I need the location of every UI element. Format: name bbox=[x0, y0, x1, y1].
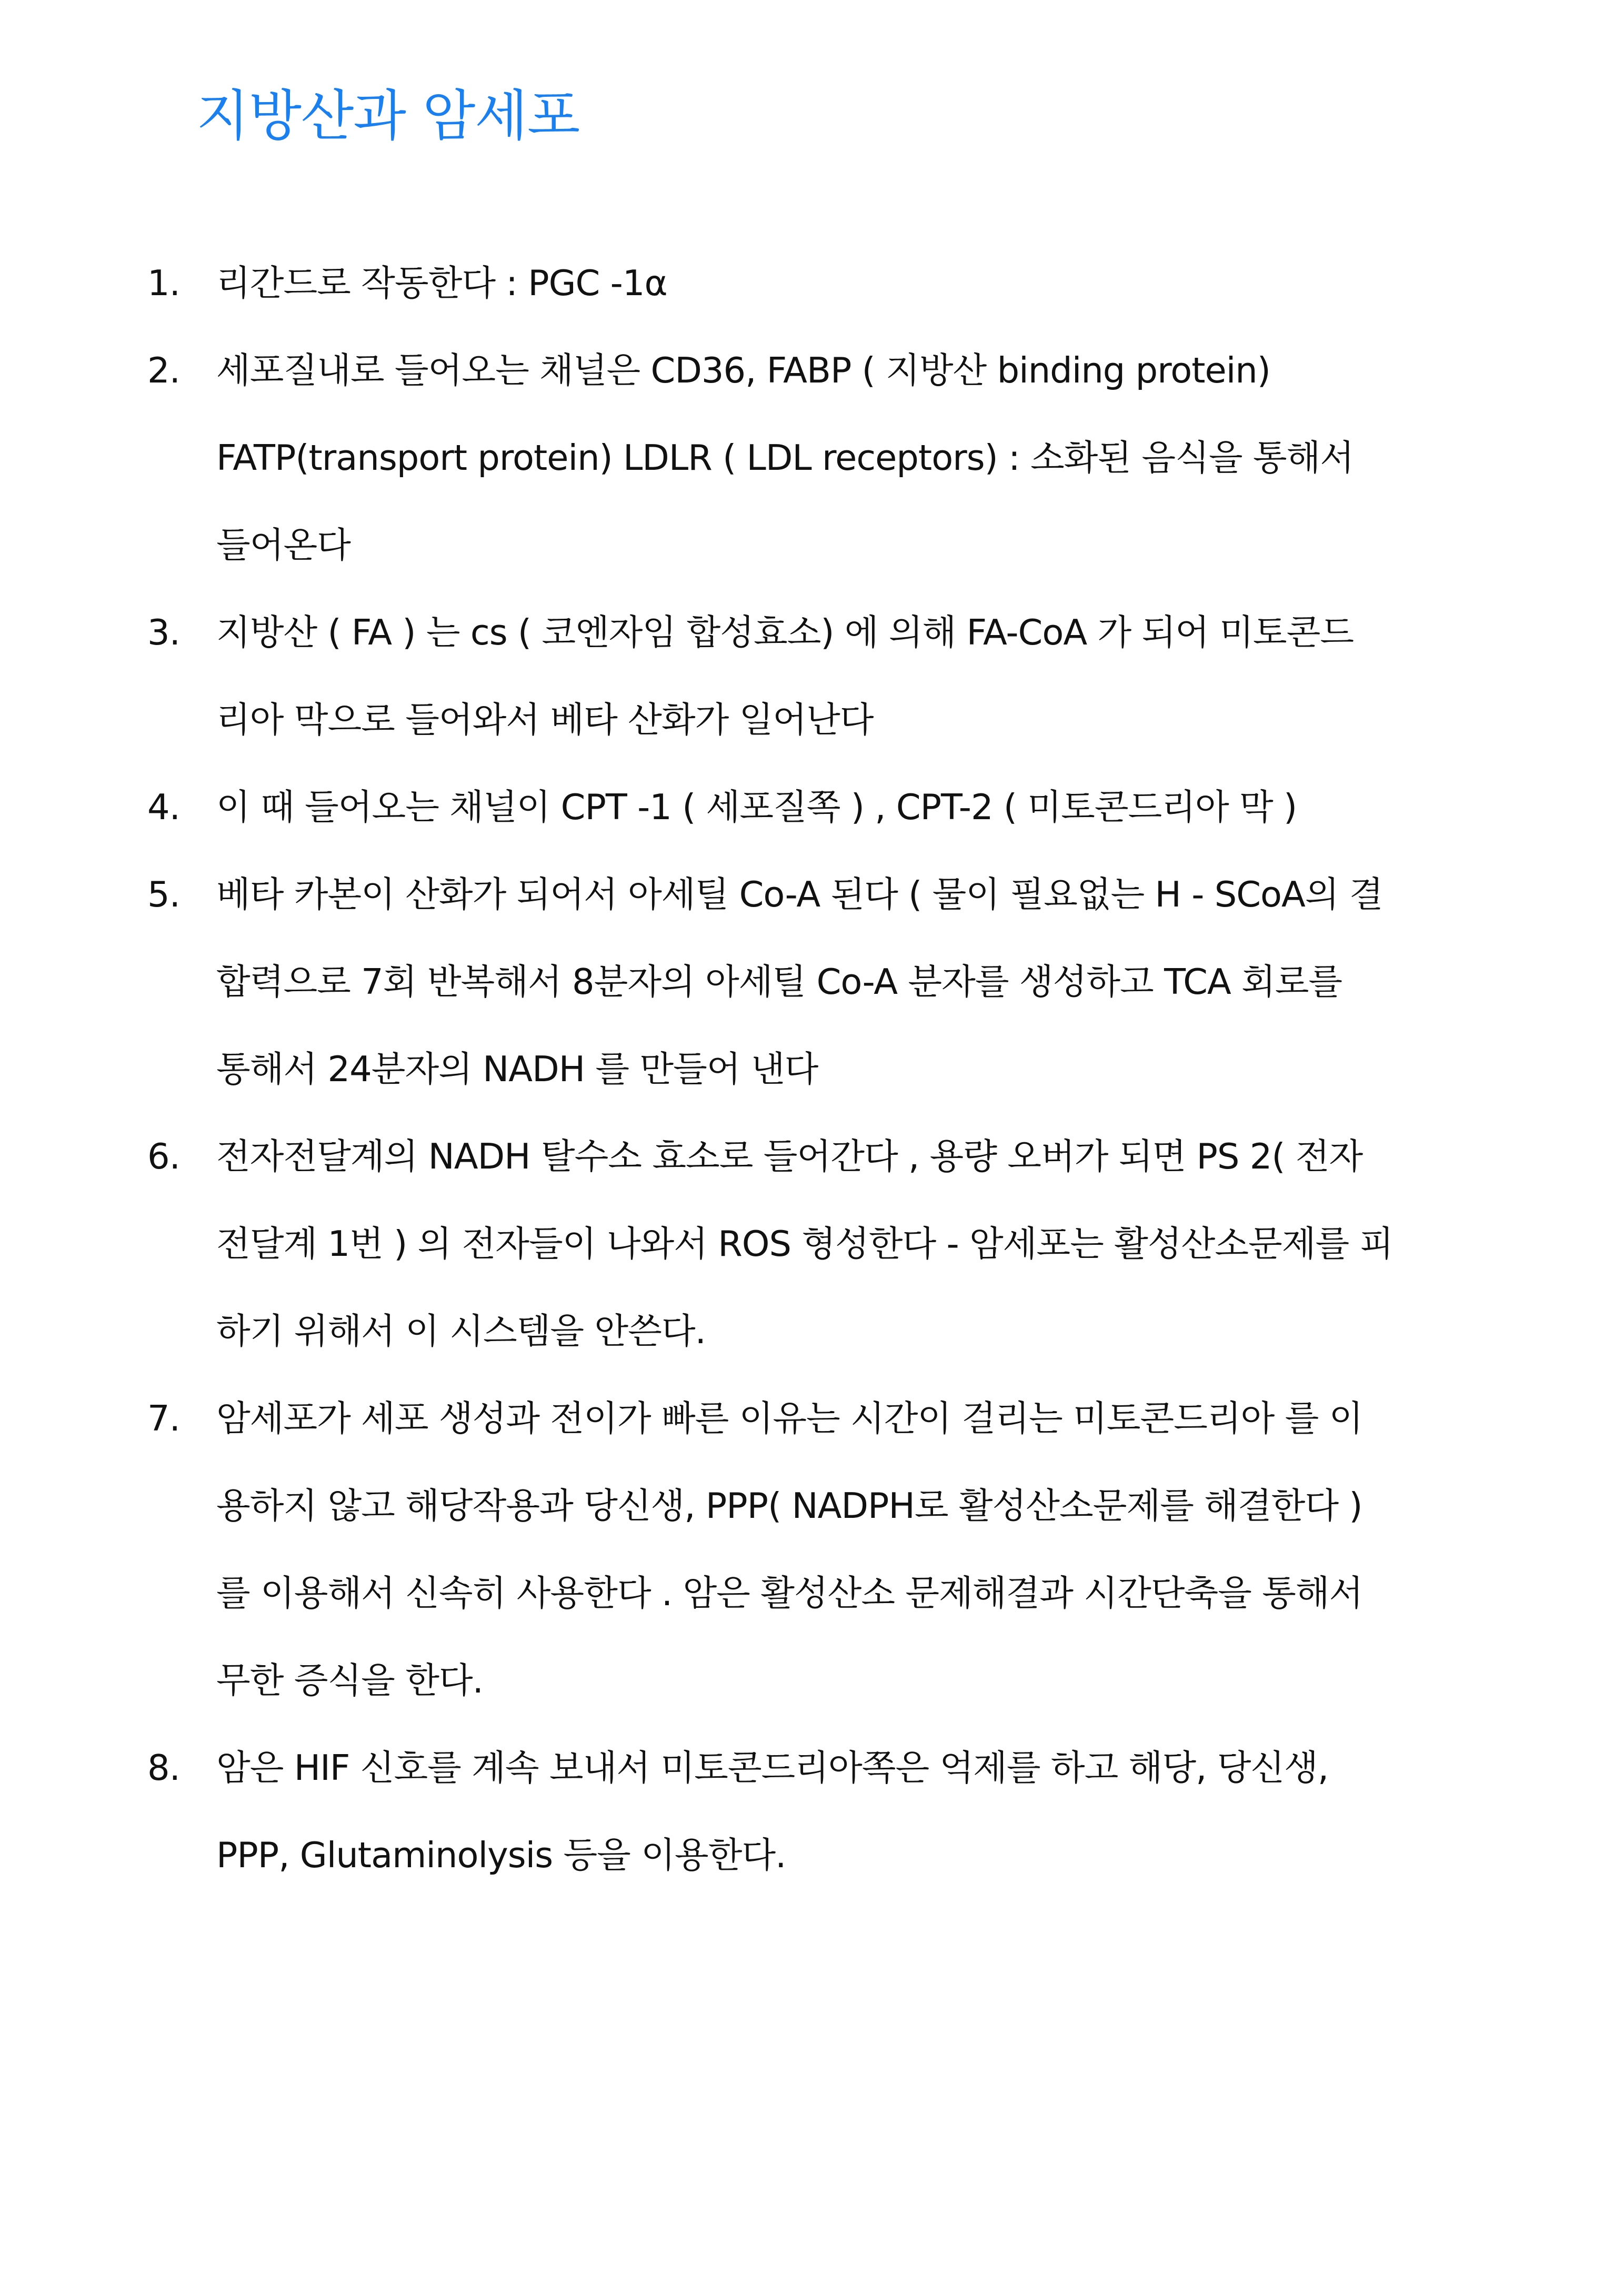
list-item-number: 8. bbox=[147, 1747, 180, 1788]
list-item-text: 세포질내로 들어오는 채널은 CD36, FABP ( 지방산 binding protein) bbox=[216, 350, 1270, 391]
list-item-text: 리아 막으로 들어와서 베타 산화가 일어난다 bbox=[216, 699, 874, 740]
list-item-number: 4. bbox=[147, 787, 180, 828]
list-item-number: 3. bbox=[147, 612, 180, 653]
list-item bbox=[147, 1113, 1495, 1375]
list-item bbox=[147, 1724, 1495, 1899]
list-item-text: 암세포가 세포 생성과 전이가 빠른 이유는 시간이 걸리는 미토콘드리아 를 이 bbox=[216, 1398, 1363, 1439]
list-item-text: 를 이용해서 신속히 사용한다 . 암은 활성산소 문제해결과 시간단축을 통해서 bbox=[216, 1573, 1363, 1614]
list-item bbox=[147, 239, 1495, 327]
list-item-text: PPP, Glutaminolysis 등을 이용한다. bbox=[216, 1835, 786, 1876]
list-item-number: 6. bbox=[147, 1136, 180, 1177]
list-item bbox=[147, 327, 1495, 589]
page-title: 지방산과 암세포 bbox=[196, 84, 580, 148]
list-item-number: 7. bbox=[147, 1398, 180, 1439]
list-item-number: 5. bbox=[147, 874, 180, 915]
list-item bbox=[147, 1375, 1495, 1724]
list-item-text: 들어온다 bbox=[216, 525, 350, 566]
list-item-text: 전자전달계의 NADH 탈수소 효소로 들어간다 , 용량 오버가 되면 PS 2( 전자 bbox=[216, 1136, 1363, 1177]
list-item-text: 무한 증식을 한다. bbox=[216, 1660, 483, 1701]
list-item-text: 지방산 ( FA ) 는 cs ( 코엔자임 합성효소) 에 의해 FA-CoA 가 되어 미토콘드 bbox=[216, 612, 1354, 653]
list-item-text: 암은 HIF 신호를 계속 보내서 미토콘드리아쪽은 억제를 하고 해당, 당신생, bbox=[216, 1747, 1329, 1788]
list-item-number: 2. bbox=[147, 350, 180, 391]
list-item bbox=[147, 763, 1495, 851]
list-item-text: 이 때 들어오는 채널이 CPT -1 ( 세포질쪽 ) , CPT-2 ( 미토콘드리아 막 ) bbox=[216, 787, 1297, 828]
numbered-list bbox=[147, 239, 1495, 1899]
list-item-text: 하기 위해서 이 시스템을 안쓴다. bbox=[216, 1311, 706, 1352]
list-item bbox=[147, 589, 1495, 763]
list-item-number: 1. bbox=[147, 263, 180, 304]
list-item-text: 통해서 24분자의 NADH 를 만들어 낸다 bbox=[216, 1049, 818, 1090]
list-item-text: 리간드로 작동한다 : PGC -1α bbox=[216, 263, 667, 304]
list-item-text: FATP(transport protein) LDLR ( LDL receptors) : 소화된 음식을 통해서 bbox=[216, 437, 1354, 478]
list-item-text: 용하지 않고 해당작용과 당신생, PPP( NADPH로 활성산소문제를 해결한다 ) bbox=[216, 1485, 1362, 1526]
list-item-text: 합력으로 7회 반복해서 8분자의 아세틸 Co-A 분자를 생성하고 TCA 회로를 bbox=[216, 961, 1342, 1002]
list-item bbox=[147, 851, 1495, 1113]
list-item-text: 전달계 1번 ) 의 전자들이 나와서 ROS 형성한다 - 암세포는 활성산소문제를 피 bbox=[216, 1223, 1394, 1264]
list-item-text: 베타 카본이 산화가 되어서 아세틸 Co-A 된다 ( 물이 필요없는 H - SCoA의 결 bbox=[216, 874, 1383, 915]
